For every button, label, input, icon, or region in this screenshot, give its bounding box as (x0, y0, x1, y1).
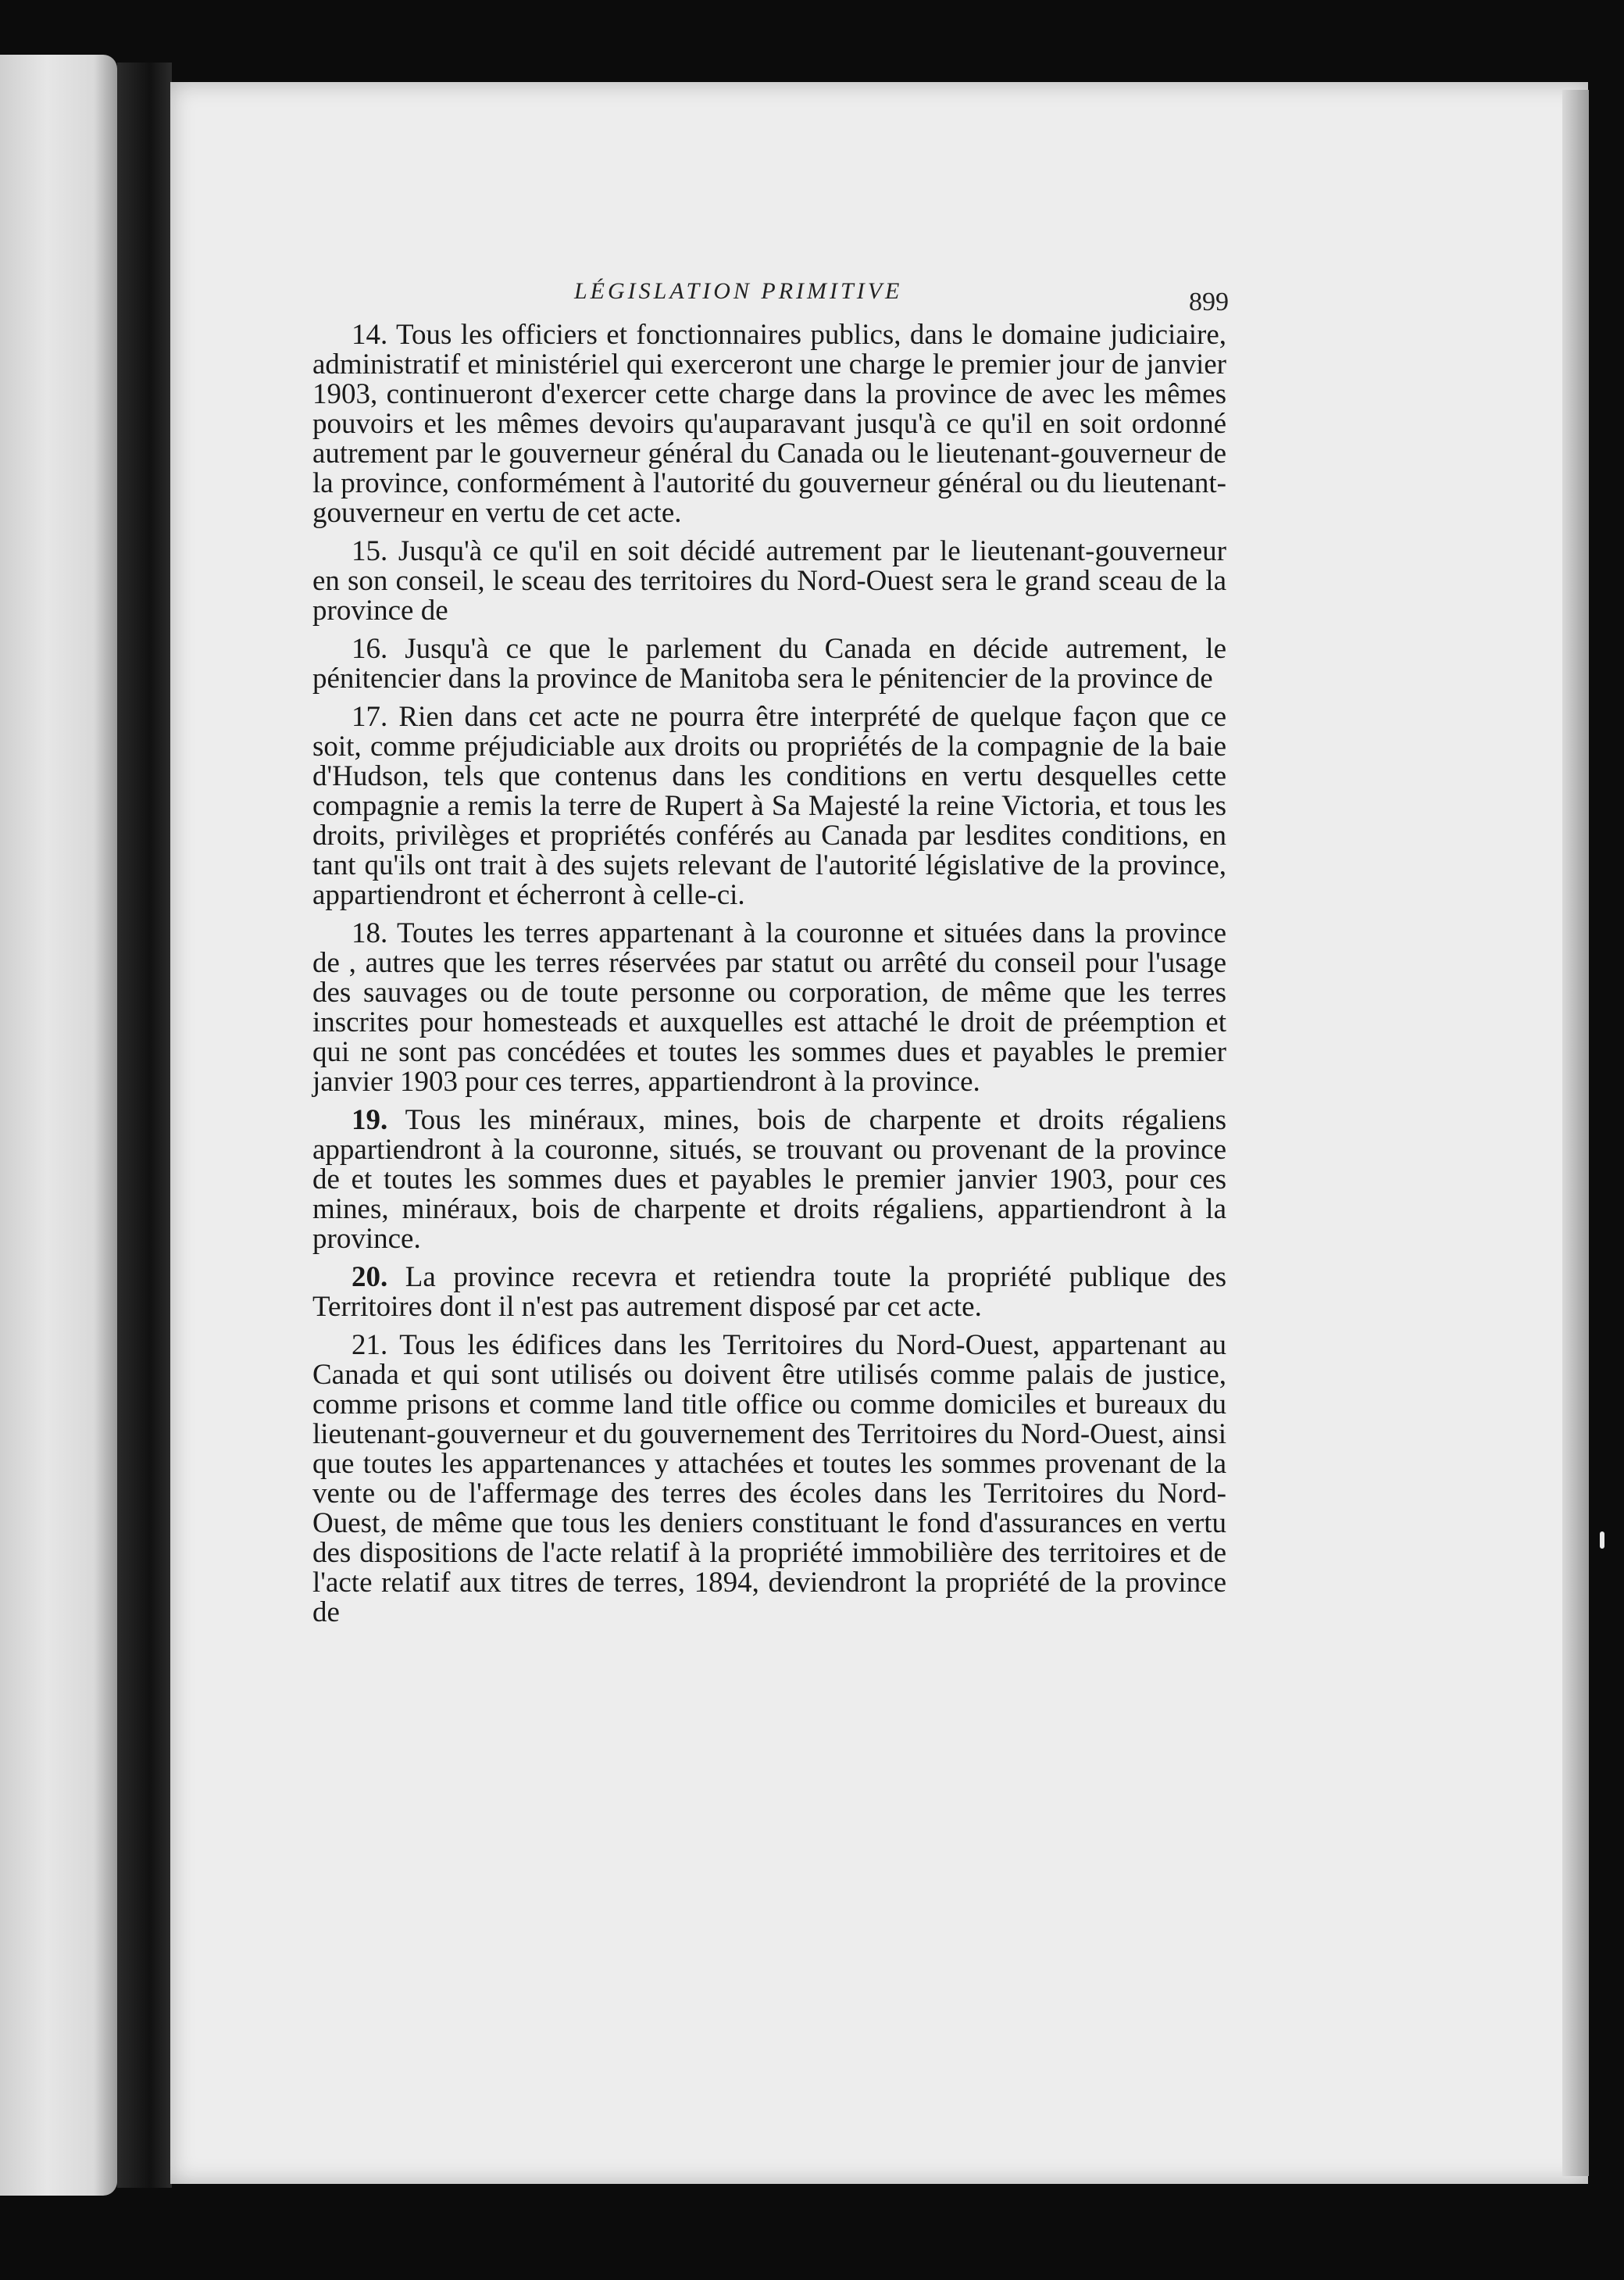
paragraph-text: Tous les minéraux, mines, bois de charpente et droits régaliens appartiendront à la couronne, situés, se trouvant ou provenant de la province de et toutes les sommes dues et payables le premier janvier 1903, pour ces mines, minéraux, bois de charpente et droits régaliens, appartiendront à la province. (312, 1104, 1226, 1255)
left-page-edge (0, 55, 117, 2196)
paragraph-number: 19. (352, 1104, 388, 1136)
paragraph-number: 16. (352, 633, 388, 665)
paragraph-17 (312, 702, 1226, 910)
paragraph-text: Rien dans cet acte ne pourra être interprété de quelque façon que ce soit, comme préjudiciable aux droits ou propriétés de la compagnie de la baie d'Hudson, tels que contenus dans les conditions en vertu desquelles cette compagnie a remis la terre de Rupert à Sa Majesté la reine Victoria, et tous les droits, privilèges et propriétés conférés au Canada par lesdites conditions, en tant qu'ils ont trait à des sujets relevant de l'autorité législative de la province, appartiendront et écherront à celle-ci. (312, 701, 1226, 911)
page-edge-shadow (1562, 90, 1589, 2176)
paragraph-text: La province recevra et retiendra toute la propriété publique des Territoires dont il n'est pas autrement disposé par cet acte. (312, 1261, 1226, 1323)
paragraph-21 (312, 1331, 1226, 1628)
page-number: 899 (1189, 288, 1229, 316)
paragraph-number: 20. (352, 1261, 388, 1293)
paragraph-text: Tous les édifices dans les Territoires du Nord-Ouest, appartenant au Canada et qui sont utilisés ou doivent être utilisés comme palais de justice, comme prisons et comme land title office ou comme domiciles et bureaux du lieutenant-gouverneur et du gouvernement des Territoires du Nord-Ouest, ainsi que toutes les appartenances y attachées et toutes les sommes provenant de la vente ou de l'affermage des terres des écoles dans les Territoires du Nord-Ouest, de même que tous les deniers constituant le fond d'assurances en vertu des dispositions de l'acte relatif à la propriété immobilière des territoires et de l'acte relatif aux titres de terres, 1894, deviendront la propriété de la province de (312, 1329, 1226, 1628)
paragraph-14 (312, 320, 1226, 528)
paragraph-number: 14. (352, 319, 388, 351)
paragraph-number: 17. (352, 701, 388, 733)
paragraph-text: Jusqu'à ce qu'il en soit décidé autrement par le lieutenant-gouverneur en son conseil, le sceau des territoires du Nord-Ouest sera le grand sceau de la province de (312, 535, 1226, 627)
paragraph-number: 15. (352, 535, 388, 567)
paragraph-15 (312, 537, 1226, 626)
paragraph-text: Toutes les terres appartenant à la couronne et situées dans la province de , autres que les terres réservées par statut ou arrêté du conseil pour l'usage des sauvages ou de toute personne ou corporation, de même que les terres inscrites pour homesteads et auxquelles est attaché le droit de préemption et qui ne sont pas concédées et toutes les sommes dues et payables le premier janvier 1903 pour ces terres, appartiendront à la province. (312, 917, 1226, 1098)
paragraph-number: 21. (352, 1329, 388, 1361)
body-text (312, 320, 1226, 1636)
paragraph-20 (312, 1263, 1226, 1322)
paragraph-text: Jusqu'à ce que le parlement du Canada en décide autrement, le pénitencier dans la province de Manitoba sera le pénitencier de la province de (312, 633, 1226, 695)
paragraph-16 (312, 634, 1226, 694)
book-gutter (117, 63, 172, 2188)
paragraph-19 (312, 1106, 1226, 1254)
scan-speck (1600, 1531, 1604, 1549)
paragraph-number: 18. (352, 917, 388, 949)
running-head: LÉGISLATION PRIMITIVE (574, 278, 903, 304)
paragraph-18 (312, 919, 1226, 1097)
paragraph-text: Tous les officiers et fonctionnaires publics, dans le domaine judiciaire, administratif et ministériel qui exerceront une charge le premier jour de janvier 1903, continueront d'exercer cette charge dans la province de avec les mêmes pouvoirs et les mêmes devoirs qu'auparavant jusqu'à ce qu'il en soit ordonné autrement par le gouverneur général du Canada ou le lieutenant-gouverneur de la province, conformément à l'autorité du gouverneur général ou du lieutenant-gouverneur en vertu de cet acte. (312, 319, 1226, 529)
